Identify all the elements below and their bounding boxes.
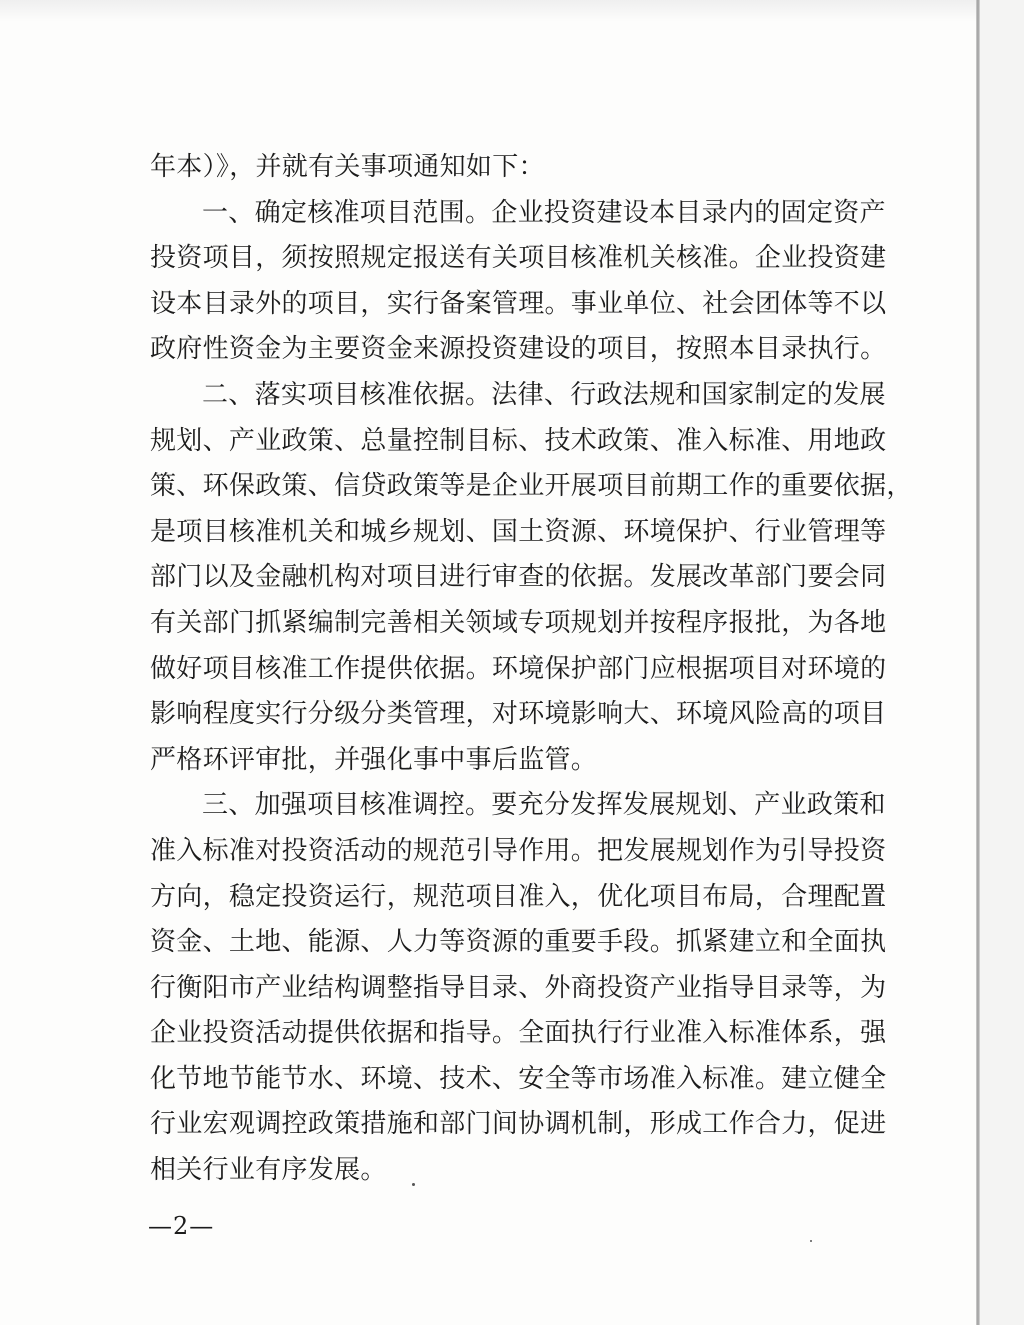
paragraph-3-line: 相关行业有序发展。	[150, 1155, 387, 1186]
scan-speck	[810, 1240, 812, 1242]
paragraph-2-line: 是项目核准机关和城乡规划、国土资源、环境保护、行业管理等	[150, 516, 887, 547]
paragraph-1-line: 政府性资金为主要资金来源投资建设的项目，按照本目录执行。	[150, 334, 887, 365]
paragraph-2-line: 规划、产业政策、总量控制目标、技术政策、准入标准、用地政	[150, 425, 887, 456]
paragraph-3-line: 行业宏观调控政策措施和部门间协调机制，形成工作合力，促进	[150, 1109, 887, 1140]
document-body	[150, 145, 913, 1194]
page-number: —2—	[148, 1212, 215, 1240]
paragraph-intro-line: 年本）》，并就有关事项通知如下：	[150, 152, 545, 182]
paragraph-3-line: 三、加强项目核准调控。要充分发挥发展规划、产业政策和	[202, 790, 886, 821]
paragraph-2-line: 严格环评审批，并强化事中事后监管。	[150, 744, 598, 775]
paragraph-2-line: 策、环保政策、信贷政策等是企业开展项目前期工作的重要依据，	[150, 471, 913, 502]
paragraph-1-line: 一、确定核准项目范围。企业投资建设本目录内的固定资产	[202, 197, 886, 228]
paragraph-1-line: 投资项目，须按照规定报送有关项目核准机关核准。企业投资建	[150, 243, 887, 274]
paragraph-2-line: 做好项目核准工作提供依据。环境保护部门应根据项目对环境的	[150, 653, 887, 684]
paragraph-3-line: 行衡阳市产业结构调整指导目录、外商投资产业指导目录等，为	[150, 972, 887, 1003]
scan-right-margin	[980, 0, 1024, 1325]
paragraph-1-line: 设本目录外的项目，实行备案管理。事业单位、社会团体等不以	[150, 288, 887, 319]
scan-speck	[412, 1183, 415, 1186]
paragraph-3-line: 化节地节能节水、环境、技术、安全等市场准入标准。建立健全	[150, 1063, 887, 1094]
scan-edge-line	[976, 0, 980, 1325]
paragraph-2-line: 有关部门抓紧编制完善相关领域专项规划并按程序报批，为各地	[150, 607, 887, 638]
paragraph-2-line: 部门以及金融机构对项目进行审查的依据。发展改革部门要会同	[150, 562, 887, 593]
paragraph-2-line: 二、落实项目核准依据。法律、行政法规和国家制定的发展	[202, 379, 886, 410]
paragraph-3-line: 准入标准对投资活动的规范引导作用。把发展规划作为引导投资	[150, 835, 887, 866]
paragraph-2-line: 影响程度实行分级分类管理，对环境影响大、环境风险高的项目	[150, 699, 887, 730]
scan-top-shadow	[0, 0, 980, 22]
paragraph-3-line: 方向，稳定投资运行，规范项目准入，优化项目布局，合理配置	[150, 881, 887, 912]
paragraph-3-line: 企业投资活动提供依据和指导。全面执行行业准入标准体系，强	[150, 1018, 887, 1049]
paragraph-3-line: 资金、土地、能源、人力等资源的重要手段。抓紧建立和全面执	[150, 927, 887, 958]
